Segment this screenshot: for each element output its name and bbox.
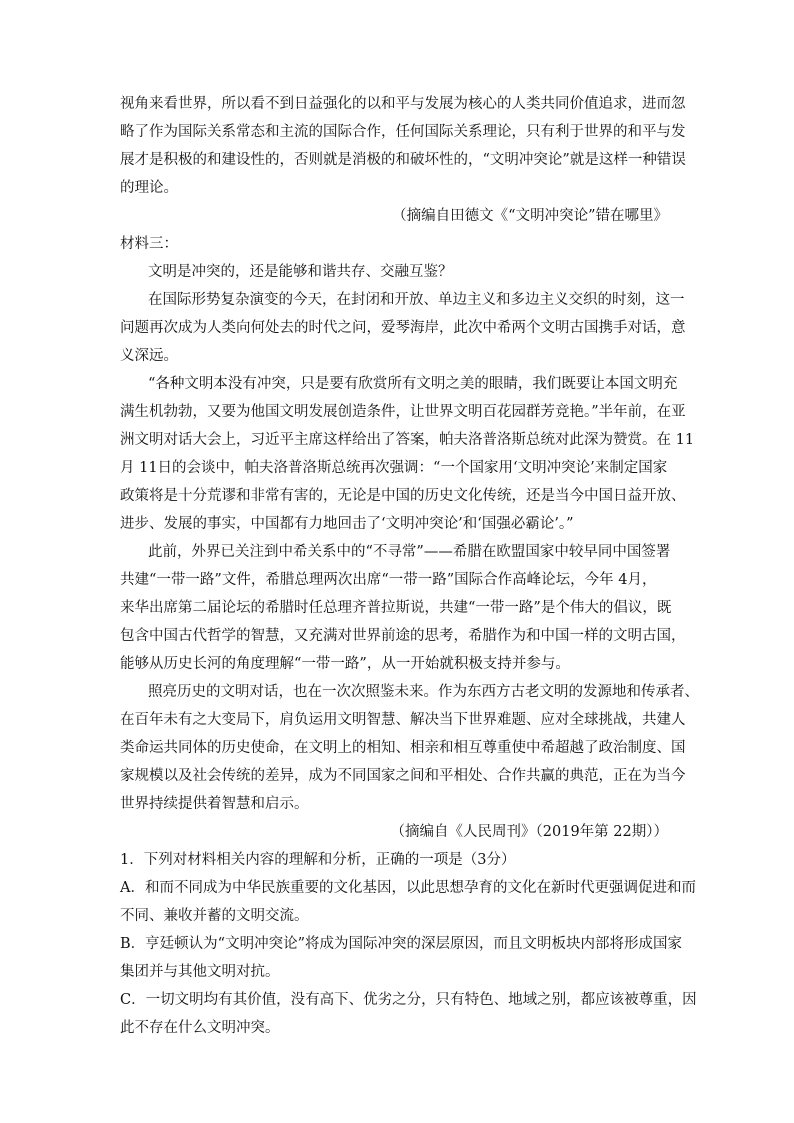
paragraph-line: 的理论。	[120, 180, 178, 196]
paragraph-line: 政策将是十分荒谬和非常有害的，无论是中国的历史文化传统，还是当今中国日益开放、	[120, 488, 686, 504]
paragraph-line: 略了作为国际关系常态和主流的国际合作，任何国际关系理论，只有利于世界的和平与发	[120, 124, 686, 140]
paragraph-line: 展才是积极的和建设性的，否则就是消极的和破坏性的，“文明冲突论”就是这样一种错误	[120, 152, 686, 168]
paragraph-line: 问题再次成为人类向何处去的时代之问，爱琴海岸，此次中希两个文明古国携手对话，意	[120, 320, 686, 336]
paragraph-line: 世界持续提供着智慧和启示。	[120, 796, 309, 812]
paragraph-line: 包含中国古代哲学的智慧，又充满对世界前途的思考，希腊作为和中国一样的文明古国，	[120, 628, 686, 644]
source-citation: （摘编自《人民周刊》（2019年第 22期））	[390, 824, 668, 840]
paragraph-line: 在国际形势复杂演变的今天，在封闭和开放、单边主义和多边主义交织的时刻，这一	[148, 292, 685, 308]
paragraph-line: 共建“一带一路”文件，希腊总理两次出席“一带一路”国际合作高峰论坛，今年 4月，	[120, 572, 657, 588]
paragraph-line: 照亮历史的文明对话，也在一次次照鉴未来。作为东西方古老文明的发源地和传承者、	[148, 684, 699, 700]
source-citation: （摘编自田德文《“文明冲突论”错在哪里》	[392, 208, 668, 224]
paragraph-line: 洲文明对话大会上，习近平主席这样给出了答案，帕夫洛普洛斯总统对此深为赞赏。在 11	[120, 432, 695, 448]
paragraph-line: 视角来看世界，所以看不到日益强化的以和平与发展为核心的人类共同价值追求，进而忽	[120, 96, 686, 112]
option-b: B．亨廷顿认为“文明冲突论”将成为国际冲突的深层原因，而且文明板块内部将形成国家	[120, 936, 682, 952]
paragraph-line: 此前，外界已关注到中希关系中的“不寻常”——希腊在欧盟国家中较早同中国签署	[148, 544, 671, 560]
paragraph-line: 义深远。	[120, 348, 178, 364]
option-a-continued: 不同、兼收并蓄的文明交流。	[120, 908, 309, 924]
paragraph-line: “各种文明本没有冲突，只是要有欣赏所有文明之美的眼睛，我们既要让本国文明充	[148, 376, 678, 392]
option-c-continued: 此不存在什么文明冲突。	[120, 1020, 280, 1036]
question-stem: 1．下列对材料相关内容的理解和分析，正确的一项是（3分）	[120, 852, 516, 868]
paragraph-line: 文明是冲突的，还是能够和谐共存、交融互鉴？	[148, 264, 453, 280]
paragraph-line: 月 11日的会谈中，帕夫洛普洛斯总统再次强调：“一个国家用‘文明冲突论’来制定国家	[120, 460, 668, 476]
section-heading: 材料三：	[120, 236, 178, 252]
paragraph-line: 来华出席第二届论坛的希腊时任总理齐普拉斯说，共建“一带一路”是个伟大的倡议，既	[120, 600, 672, 616]
paragraph-line: 家规模以及社会传统的差异，成为不同国家之间和平相处、合作共赢的典范，正在为当今	[120, 768, 686, 784]
paragraph-line: 在百年未有之大变局下，肩负运用文明智慧、解决当下世界难题、应对全球挑战，共建人	[120, 712, 686, 728]
paragraph-line: 类命运共同体的历史使命，在文明上的相知、相亲和相互尊重使中希超越了政治制度、国	[120, 740, 686, 756]
option-c: C．一切文明均有其价值，没有高下、优劣之分，只有特色、地域之别，都应该被尊重，因	[120, 992, 697, 1008]
paragraph-line: 能够从历史长河的角度理解“一带一路”，从一开始就积极支持并参与。	[120, 656, 570, 672]
paragraph-line: 满生机勃勃，又要为他国文明发展创造条件，让世界文明百花园群芳竞艳。”半年前，在亚	[120, 404, 686, 420]
paragraph-line: 进步、发展的事实，中国都有力地回击了‘文明冲突论’和‘国强必霸论’。”	[120, 516, 574, 532]
option-b-continued: 集团并与其他文明对抗。	[120, 964, 280, 980]
option-a: A．和而不同成为中华民族重要的文化基因，以此思想孕育的文化在新时代更强调促进和而	[120, 880, 696, 896]
